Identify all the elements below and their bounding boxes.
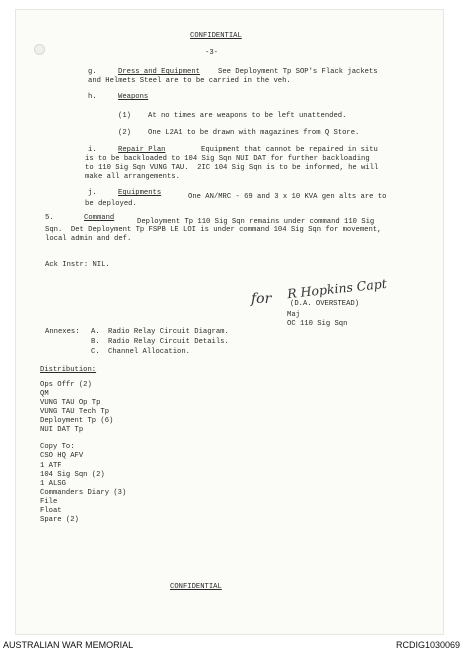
copy-to-item: Spare (2) — [40, 516, 79, 524]
copy-to-item: File — [40, 498, 58, 506]
item-g-title: Dress and Equipment — [118, 68, 200, 76]
item-j-line: One AN/MRC - 69 and 3 x 10 KVA gen alts are to — [188, 193, 387, 201]
distribution-item: VUNG TAU Op Tp — [40, 399, 101, 407]
item-g-line: See Deployment Tp SOP's Flack jackets — [218, 68, 378, 76]
annexes-label: Annexes: — [45, 328, 80, 336]
handwritten-signature: R Hopkins Capt — [286, 275, 388, 302]
item-h2-number: (2) — [118, 129, 131, 137]
copy-to-item: 1 ATF — [40, 462, 62, 470]
copy-to-item: 1 ALSG — [40, 480, 66, 488]
signatory-rank: Maj — [287, 311, 300, 319]
annex-letter: A. — [91, 328, 100, 336]
page-number: -3- — [205, 49, 218, 57]
item-h1-text: At no times are weapons to be left unattended. — [148, 112, 347, 120]
signatory-name: (D.A. OVERSTEAD) — [290, 300, 360, 308]
distribution-item: NUI DAT Tp — [40, 426, 84, 434]
item-h-letter: h. — [88, 93, 97, 101]
footer-classification: CONFIDENTIAL — [170, 583, 222, 591]
archive-caption-right: RCDIG1030069 — [395, 640, 460, 650]
copy-to-item: 104 Sig Sqn (2) — [40, 471, 105, 479]
paragraph-5-line: local admin and def. — [45, 235, 132, 243]
signatory-unit: OC 110 Sig Sqn — [287, 320, 348, 328]
distribution-item: QM — [40, 390, 49, 398]
annex-item: Radio Relay Circuit Diagram. — [108, 328, 229, 336]
copy-to-item: Float — [40, 507, 62, 515]
item-j-line: be deployed. — [85, 200, 137, 208]
distribution-item: Deployment Tp (6) — [40, 417, 114, 425]
copy-to-item: CSO HQ AFV — [40, 452, 84, 460]
annex-item: Radio Relay Circuit Details. — [108, 338, 229, 346]
item-g-letter: g. — [88, 68, 97, 76]
copy-to-heading: Copy To: — [40, 443, 75, 451]
distribution-item: VUNG TAU Tech Tp — [40, 408, 110, 416]
archive-caption-left: AUSTRALIAN WAR MEMORIAL — [3, 640, 134, 650]
header-classification: CONFIDENTIAL — [190, 32, 242, 40]
item-j-letter: j. — [88, 189, 97, 197]
paragraph-5-number: 5. — [45, 214, 54, 222]
item-i-letter: i. — [88, 146, 97, 154]
annex-letter: B. — [91, 338, 100, 346]
item-i-line: is to be backloaded to 104 Sig Sqn NUI DAT for further backloading — [85, 155, 370, 163]
document-page — [16, 10, 443, 634]
annex-item: Channel Allocation. — [108, 348, 190, 356]
distribution-item: Ops Offr (2) — [40, 381, 92, 389]
annex-letter: C. — [91, 348, 100, 356]
item-h2-text: One L2A1 to be drawn with magazines from Q Store. — [148, 129, 360, 137]
paragraph-5-title: Command — [84, 214, 115, 222]
punch-hole — [34, 44, 45, 55]
item-i-line: make all arrangements. — [85, 173, 180, 181]
signature-for: for — [251, 291, 272, 307]
copy-to-item: Commanders Diary (3) — [40, 489, 127, 497]
item-i-title: Repair Plan — [118, 146, 166, 154]
ack-instructions: Ack Instr: NIL. — [45, 261, 110, 269]
item-i-line: to 110 Sig Sqn VUNG TAU. 2IC 104 Sig Sqn is to be informed, he will — [85, 164, 379, 172]
item-h-title: Weapons — [118, 93, 149, 101]
distribution-heading: Distribution: — [40, 366, 97, 374]
paragraph-5-line: Deployment Tp 110 Sig Sqn remains under command 110 Sig — [137, 218, 375, 226]
paragraph-5-line: Sqn. Det Deployment Tp FSPB LE LOI is under command 104 Sig Sqn for movement, — [45, 226, 382, 234]
item-h1-number: (1) — [118, 112, 131, 120]
item-g-line: and Helmets Steel are to be carried in the veh. — [88, 77, 291, 85]
item-j-title: Equipments — [118, 189, 162, 197]
item-i-line: Equipment that cannot be repaired in situ — [201, 146, 378, 154]
